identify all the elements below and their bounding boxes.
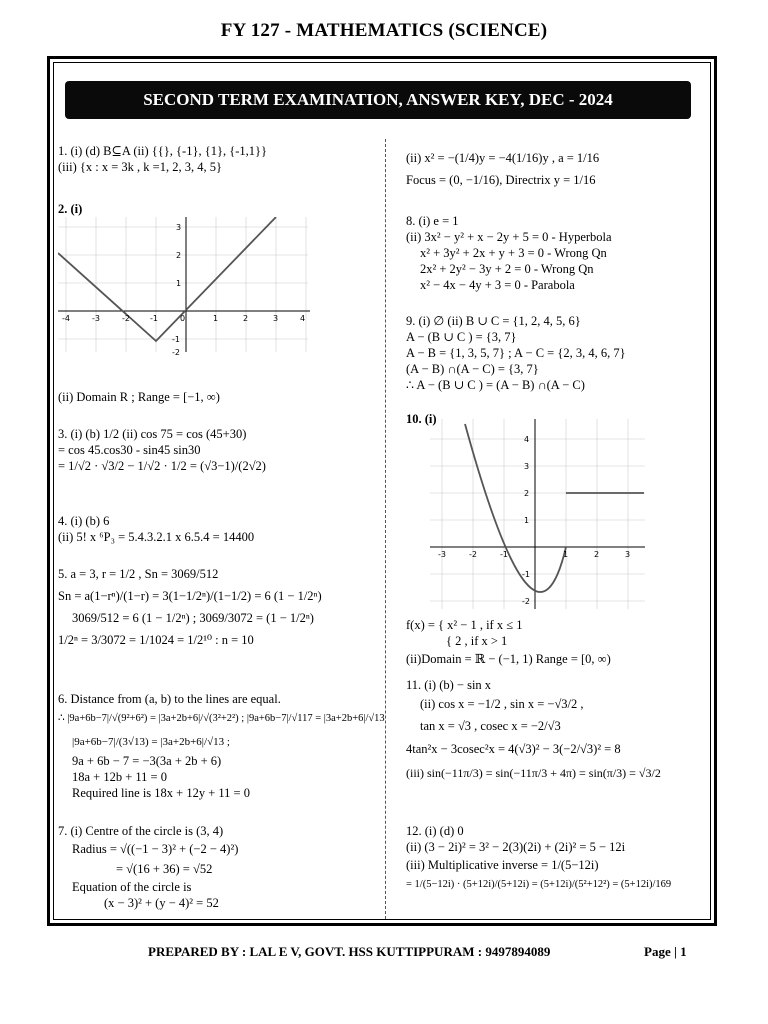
q1-line-1: 1. (i) (d) B⊆A (ii) {{}, {-1}, {1}, {-1,1}} — [58, 144, 267, 158]
page-number: Page | 1 — [644, 944, 687, 959]
q10-tick: -1 — [522, 570, 530, 579]
q9-line-1: 9. (i) ∅ (ii) B ∪ C = {1, 2, 4, 5, 6} — [406, 314, 581, 328]
q2-heading: 2. (i) — [58, 202, 83, 216]
question-4 — [58, 513, 376, 545]
q9-line-5: ∴ A − (B ∪ C ) = (A − B) ∩(A − C) — [406, 378, 585, 392]
q6-line-1: 6. Distance from (a, b) to the lines are equal. — [58, 692, 281, 706]
q6-line-5: 18a + 12b + 11 = 0 — [72, 770, 167, 784]
q11-line-5: (iii) sin(−11π/3) = sin(−11π/3 + 4π) = sin(π/3) = √3/2 — [406, 766, 661, 780]
q11-line-1: 11. (i) (b) − sin x — [406, 678, 492, 692]
page-title: FY 127 - MATHEMATICS (SCIENCE) — [220, 20, 548, 41]
q9-line-2: A − (B ∪ C ) = {3, 7} — [406, 330, 517, 344]
q12-line-1: 12. (i) (d) 0 — [406, 824, 464, 838]
question-11 — [406, 677, 706, 785]
q3-line-2: = cos 45.cos30 - sin45 sin30 — [58, 443, 201, 457]
q2-tick: 3 — [176, 223, 182, 232]
q2-tick: -4 — [62, 314, 70, 323]
q10-tick: 1 — [563, 550, 569, 559]
q5-line-2: Sn = a(1−rⁿ)/(1−r) = 3(1−1/2ⁿ)/(1−1/2) = 6 (1 − 1/2ⁿ) — [58, 589, 322, 603]
q1-line-2: (iii) {x : x = 3k , k =1, 2, 3, 4, 5} — [58, 160, 222, 174]
q4-line-2: (ii) 5! x ⁶P₃ = 5.4.3.2.1 x 6.5.4 = 14400 — [58, 530, 255, 544]
q10-fx-line-1: f(x) = { x² − 1 , if x ≤ 1 — [406, 618, 523, 632]
prepared-by: PREPARED BY : LAL E V, GOVT. HSS KUTTIPPURAM : 9497894089 — [148, 944, 551, 959]
exam-banner: SECOND TERM EXAMINATION, ANSWER KEY, DEC - 2024 — [65, 81, 691, 119]
q12-line-3: (iii) Multiplicative inverse = 1/(5−12i) — [406, 858, 599, 872]
q10-tick: -1 — [500, 550, 508, 559]
q2-tick: 4 — [300, 314, 306, 323]
q8-line-2: (ii) 3x² − y² + x − 2y + 5 = 0 - Hyperbola — [406, 230, 612, 244]
q9-line-3: A − B = {1, 3, 5, 7} ; A − C = {2, 3, 4, 6, 7} — [406, 346, 626, 360]
q5-line-3: 3069/512 = 6 (1 − 1/2ⁿ) ; 3069/3072 = (1 − 1/2ⁿ) — [72, 611, 314, 625]
question-9 — [406, 313, 706, 393]
q8-line-1: 8. (i) e = 1 — [406, 214, 459, 228]
q10-tick: -3 — [438, 550, 446, 559]
q2-graph — [58, 217, 318, 357]
q9-line-4: (A − B) ∩(A − C) = {3, 7} — [406, 362, 539, 376]
q8-line-3: x² + 3y² + 2x + y + 3 = 0 - Wrong Qn — [420, 246, 607, 260]
question-2 — [58, 201, 376, 404]
q10-tick: 2 — [594, 550, 600, 559]
q7-line-2: Radius = √((−1 − 3)² + (−2 − 4)²) — [72, 842, 239, 856]
q2-tick: -1 — [172, 335, 180, 344]
q2-tick: -2 — [122, 314, 130, 323]
q6-line-2: ∴ |9a+6b−7|/√(9²+6²) = |3a+2b+6|/√(3²+2²) ; |9a+6b−7|/√117 = |3a+2b+6|/√13 — [58, 713, 385, 724]
q2-tick: 0 — [180, 314, 186, 323]
q2-tick: 2 — [243, 314, 249, 323]
column-divider — [385, 139, 386, 919]
question-3 — [58, 426, 376, 474]
q3-line-3: = 1/√2 · √3/2 − 1/√2 · 1/2 = (√3−1)/(2√2) — [58, 459, 266, 473]
q8-line-4: 2x² + 2y² − 3y + 2 = 0 - Wrong Qn — [420, 262, 594, 276]
question-1 — [58, 143, 376, 175]
q2-tick: -1 — [150, 314, 158, 323]
q2-tick: 1 — [176, 279, 182, 288]
question-6 — [58, 691, 385, 801]
question-8 — [406, 213, 706, 293]
q12-line-4: = 1/(5−12i) · (5+12i)/(5+12i) = (5+12i)/(5²+12²) = (5+12i)/169 — [406, 879, 672, 890]
q10-fx-line-2: { 2 , if x > 1 — [446, 634, 508, 648]
q11-line-2: (ii) cos x = −1/2 , sin x = −√3/2 , — [420, 697, 584, 711]
q6-line-6: Required line is 18x + 12y + 11 = 0 — [72, 786, 250, 800]
question-7-part-2 — [406, 147, 706, 191]
q7-line-1: 7. (i) Centre of the circle is (3, 4) — [58, 824, 224, 838]
q5-line-1: 5. a = 3, r = 1/2 , Sn = 3069/512 — [58, 567, 219, 581]
question-10 — [406, 411, 706, 666]
q7-line-4: Equation of the circle is — [72, 880, 192, 894]
q11-line-4: 4tan²x − 3cosec²x = 4(√3)² − 3(−2/√3)² = 8 — [406, 742, 621, 756]
q10-tick: -2 — [522, 597, 530, 606]
q2-tick: 2 — [176, 251, 182, 260]
q10-graph — [430, 419, 650, 609]
q4-line-1: 4. (i) (b) 6 — [58, 514, 110, 528]
q7b-line-2: Focus = (0, −1/16), Directrix y = 1/16 — [406, 173, 596, 187]
q2-tick: -2 — [172, 348, 180, 357]
q2-tick: 1 — [213, 314, 219, 323]
q10-domain-range: (ii)Domain = ℝ − (−1, 1) Range = [0, ∞) — [406, 652, 611, 666]
q12-line-2: (ii) (3 − 2i)² = 3² − 2(3)(2i) + (2i)² = 5 − 12i — [406, 840, 626, 854]
q11-line-3: tan x = √3 , cosec x = −2/√3 — [420, 719, 561, 733]
q2-domain-range: (ii) Domain R ; Range = [−1, ∞) — [58, 390, 220, 404]
answer-key-frame — [47, 56, 717, 926]
q10-tick: 3 — [625, 550, 631, 559]
q2-tick: -3 — [92, 314, 100, 323]
q10-tick: -2 — [469, 550, 477, 559]
q10-heading: 10. (i) — [406, 412, 437, 426]
q8-line-5: x² − 4x − 4y + 3 = 0 - Parabola — [420, 278, 575, 292]
q10-graph-parabola — [465, 424, 569, 592]
q10-tick: 1 — [524, 516, 530, 525]
q6-line-4: 9a + 6b − 7 = −3(3a + 2b + 6) — [72, 754, 222, 768]
q10-tick: 2 — [524, 489, 530, 498]
q5-line-4: 1/2ⁿ = 3/3072 = 1/1024 = 1/2¹⁰ : n = 10 — [58, 633, 254, 647]
q3-line-1: 3. (i) (b) 1/2 (ii) cos 75 = cos (45+30) — [58, 427, 247, 441]
question-5 — [58, 563, 376, 651]
question-7 — [58, 823, 376, 911]
q6-line-3: |9a+6b−7|/(3√13) = |3a+2b+6|/√13 ; — [72, 736, 230, 748]
q10-tick: 4 — [524, 435, 530, 444]
q7-line-3: = √(16 + 36) = √52 — [116, 862, 213, 876]
q7b-line-1: (ii) x² = −(1/4)y = −4(1/16)y , a = 1/16 — [406, 151, 600, 165]
q10-tick: 3 — [524, 462, 530, 471]
q2-tick: 3 — [273, 314, 279, 323]
q7-line-5: (x − 3)² + (y − 4)² = 52 — [104, 896, 219, 910]
question-12 — [406, 823, 706, 895]
